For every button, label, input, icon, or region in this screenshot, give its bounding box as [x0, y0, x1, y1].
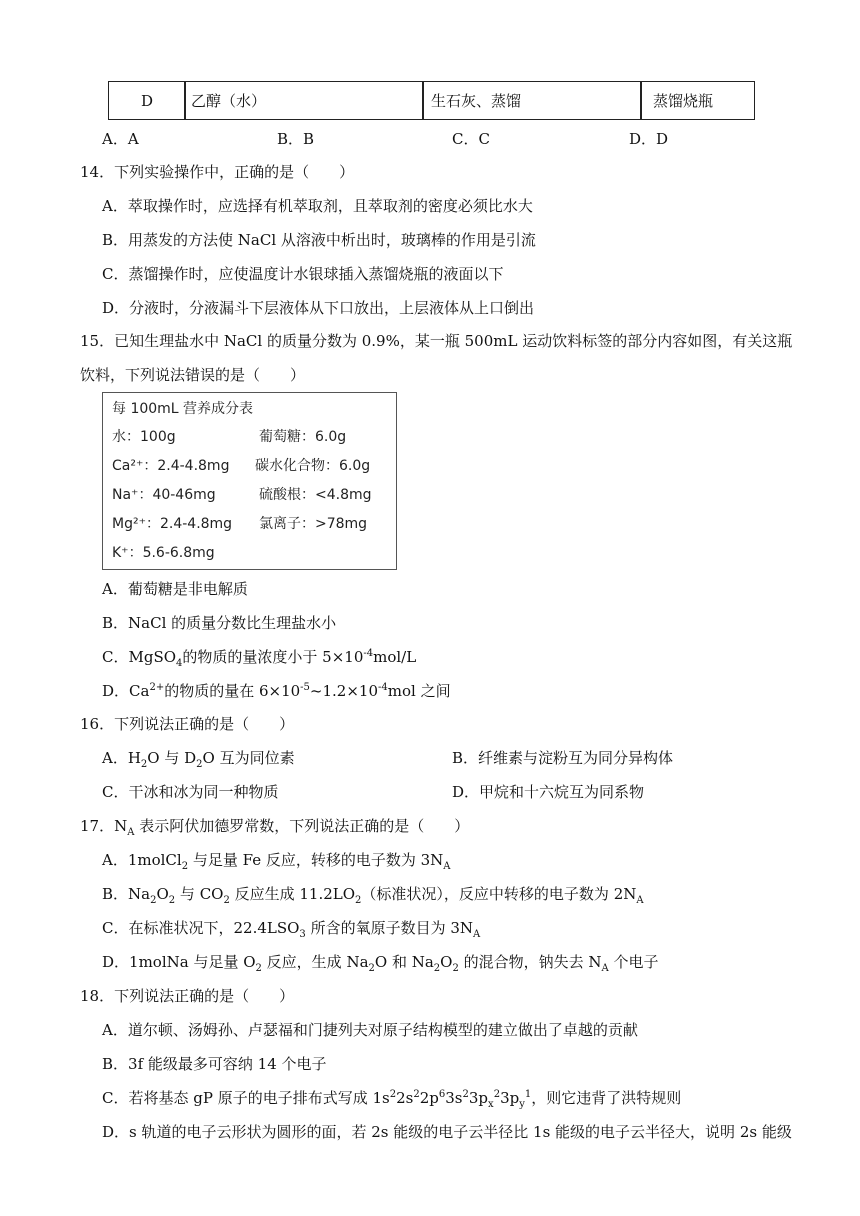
nutrition-glucose: 葡萄糖：6.0g	[259, 429, 347, 445]
q17-option-c[interactable]: C．在标准状况下，$22.4LSO_3$ 所含的氧原子数目为 $3N_A$	[102, 919, 481, 940]
q14-option-c[interactable]: C．蒸馏操作时，应使温度计水银球插入蒸馏烧瓶的液面以下	[102, 265, 504, 283]
nutrition-potassium: K⁺：5.6-6.8mg	[112, 545, 215, 561]
q17-option-a[interactable]: A．1molCl$_2$ 与足量 Fe 反应，转移的电子数为 $3N_A$	[102, 851, 451, 872]
q14-stem: 14．下列实验操作中，正确的是（ ）	[80, 163, 355, 181]
q15-option-b[interactable]: B．NaCl 的质量分数比生理盐水小	[102, 614, 337, 632]
nutrition-magnesium: Mg²⁺：2.4-4.8mg	[112, 516, 233, 532]
nutrition-carbohydrate: 碳水化合物：6.0g	[255, 458, 371, 474]
q15-option-c[interactable]: C．MgSO$_4$的物质的量浓度小于 $5\times 10^{-4}mol/L$	[102, 648, 417, 669]
q16-stem: 16．下列说法正确的是（ ）	[80, 715, 295, 733]
q17-stem: 17．$N_A$ 表示阿伏加德罗常数，下列说法正确的是（ ）	[80, 817, 470, 838]
q13-option-d[interactable]: D．D	[629, 130, 669, 148]
q18-option-b[interactable]: B．3f 能级最多可容纳 14 个电子	[102, 1055, 327, 1073]
q16-option-a[interactable]: A．$H_2O$ 与 $D_2O$ 互为同位素	[102, 749, 295, 770]
nutrition-label-title: 每 100mL 营养成分表	[112, 401, 254, 417]
q16-option-b[interactable]: B．纤维素与淀粉互为同分异构体	[452, 749, 674, 767]
table-cell-reagent: 生石灰、蒸馏	[431, 92, 522, 110]
q14-option-a[interactable]: A．萃取操作时，应选择有机萃取剂，且萃取剂的密度必须比水大	[102, 197, 533, 215]
q13-option-b[interactable]: B．B	[277, 130, 315, 148]
table-cell-substance: 乙醇（水）	[191, 92, 267, 110]
nutrition-chloride: 氯离子：>78mg	[259, 516, 368, 532]
q18-stem: 18．下列说法正确的是（ ）	[80, 987, 295, 1005]
q16-option-d[interactable]: D．甲烷和十六烷互为同系物	[452, 783, 645, 801]
q13-option-a[interactable]: A．A	[102, 130, 139, 148]
q18-option-c[interactable]: C．若将基态 gP 原子的电子排布式写成 $1s^22s^22p^63s^23p_x^23p_y^1$，则它违背了洪特规则	[102, 1089, 682, 1110]
q16-option-c[interactable]: C．干冰和冰为同一种物质	[102, 783, 279, 801]
q15-stem-line2: 饮料，下列说法错误的是（ ）	[80, 366, 306, 384]
q15-option-a[interactable]: A．葡萄糖是非电解质	[102, 580, 248, 598]
q18-option-a[interactable]: A．道尔顿、汤姆孙、卢瑟福和门捷列夫对原子结构模型的建立做出了卓越的贡献	[102, 1021, 638, 1039]
table-cell-apparatus: 蒸馏烧瓶	[653, 92, 714, 110]
q18-option-d[interactable]: D．s 轨道的电子云形状为圆形的面，若 2s 能级的电子云半径比 1s 能级的电子云半径大，说明 2s 能级	[102, 1123, 792, 1141]
q14-option-b[interactable]: B．用蒸发的方法使 NaCl 从溶液中析出时，玻璃棒的作用是引流	[102, 231, 536, 249]
reagent-table-row-d	[108, 81, 755, 120]
q14-option-d[interactable]: D．分液时，分液漏斗下层液体从下口放出，上层液体从上口倒出	[102, 299, 535, 317]
q17-option-b[interactable]: B．$Na_2O_2$ 与 $CO_2$ 反应生成 $11.2LO_2$（标准状况），反应中转移的电子数为 $2N_A$	[102, 885, 644, 906]
nutrition-water: 水：100g	[112, 429, 176, 445]
table-cell-label: D	[140, 91, 154, 110]
nutrition-label-figure	[102, 392, 397, 570]
q13-option-c[interactable]: C．C	[452, 130, 490, 148]
q15-option-d[interactable]: D．$Ca^{2+}$的物质的量在 $6\times 10^{-5}\sim 1.2\times 10^{-4}mol$ 之间	[102, 682, 451, 700]
q15-stem-line1: 15．已知生理盐水中 NaCl 的质量分数为 0.9%，某一瓶 500mL 运动饮料标签的部分内容如图，有关这瓶	[80, 332, 793, 350]
nutrition-calcium: Ca²⁺：2.4-4.8mg	[112, 458, 230, 474]
q17-option-d[interactable]: D．1molNa 与足量 $O_2$ 反应，生成 $Na_2O$ 和 $Na_2O_2$ 的混合物，钠失去 $N_A$ 个电子	[102, 953, 659, 974]
nutrition-sulfate: 硫酸根：<4.8mg	[259, 487, 372, 503]
nutrition-sodium: Na⁺：40-46mg	[112, 487, 216, 503]
